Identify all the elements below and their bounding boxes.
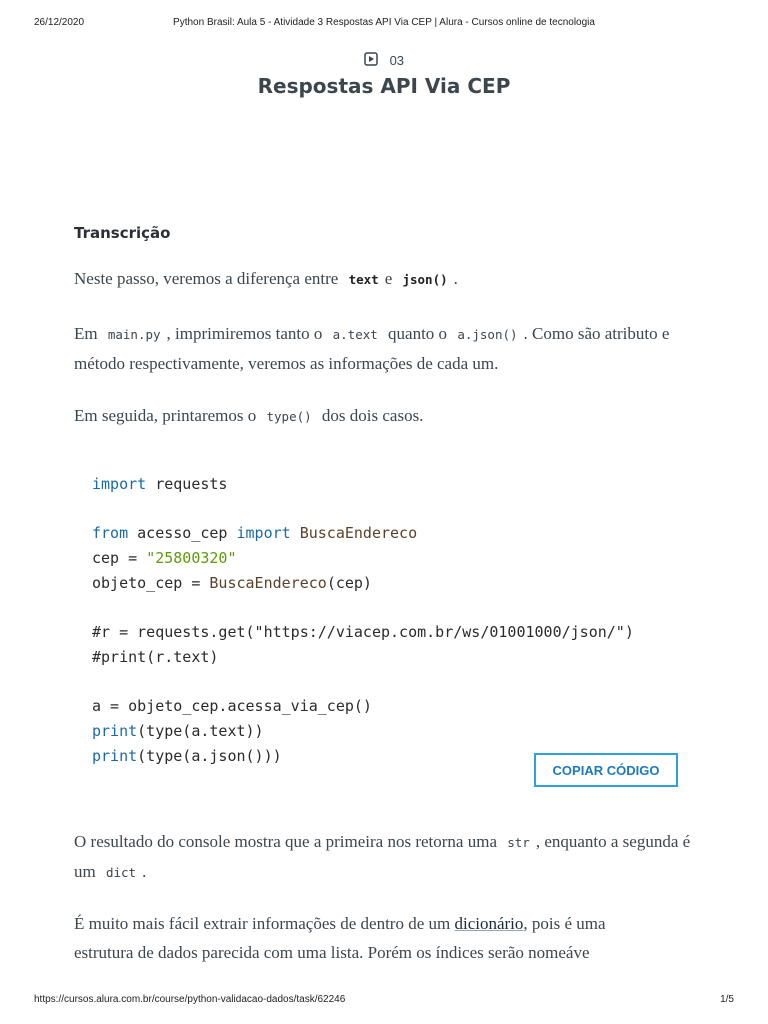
inline-code-main-py: main.py: [107, 327, 161, 342]
print-header: [0, 17, 768, 31]
code-block: [92, 472, 712, 768]
code-line-7: a = objeto_cep.acessa_via_cep(): [92, 697, 372, 716]
inline-code-text: text: [348, 272, 379, 287]
inline-code-a-json: a.json(): [457, 327, 518, 342]
paragraph-3: Em seguida, printaremos o type() dos dois casos.: [74, 406, 424, 425]
code-line-9: print(type(a.json())): [92, 746, 282, 765]
inline-code-json: json(): [402, 272, 448, 287]
page-title: Respostas API Via CEP: [257, 74, 511, 98]
inline-code-str: str: [507, 835, 530, 850]
paragraph-1: Neste passo, veremos a diferença entre text e json() .: [74, 269, 458, 288]
inline-code-type: type(): [266, 409, 312, 424]
dicionario-link[interactable]: dicionário: [454, 914, 524, 933]
paragraph-4: O resultado do console mostra que a primeira nos retorna uma str , enquanto a segunda é um dict .: [74, 832, 691, 881]
print-date: 26/12/2020: [34, 17, 85, 28]
paragraph-2: Em main.py , imprimiremos tanto o a.text quanto o a.json() . Como são atributo e método respectivamente, veremos as informações de cada um.: [74, 324, 670, 373]
print-document-title: Python Brasil: Aula 5 - Atividade 3 Respostas API Via CEP | Alura - Cursos online de tecnologia: [173, 17, 595, 28]
inline-code-dict: dict: [105, 865, 137, 880]
task-number: [0, 52, 768, 69]
section-heading-transcricao: Transcrição: [74, 224, 171, 242]
code-line-1: import requests: [92, 475, 228, 493]
code-line-6: #print(r.text): [92, 647, 219, 666]
copy-code-button[interactable]: COPIAR CÓDIGO: [534, 753, 678, 787]
print-page-number: 1/5: [720, 994, 734, 1005]
code-line-5: #r = requests.get("https://viacep.com.br/ws/01001000/json/"): [92, 623, 634, 642]
code-line-2: from acesso_cep import BuscaEndereco: [92, 524, 418, 543]
code-line-8: print(type(a.text)): [92, 722, 264, 741]
print-footer: [0, 994, 768, 1008]
code-line-3: cep = "25800320": [92, 549, 237, 568]
task-number-label: 03: [389, 53, 405, 69]
paragraph-5: É muito mais fácil extrair informações de dentro de um dicionário, pois é uma estrutura de dados parecida com uma lista. Porém os índices serão nomeáve: [74, 914, 606, 962]
play-icon: [364, 52, 378, 69]
code-line-4: objeto_cep = BuscaEndereco(cep): [92, 573, 372, 592]
print-url: https://cursos.alura.com.br/course/python-validacao-dados/task/62246: [34, 994, 346, 1005]
inline-code-a-text: a.text: [332, 327, 378, 342]
